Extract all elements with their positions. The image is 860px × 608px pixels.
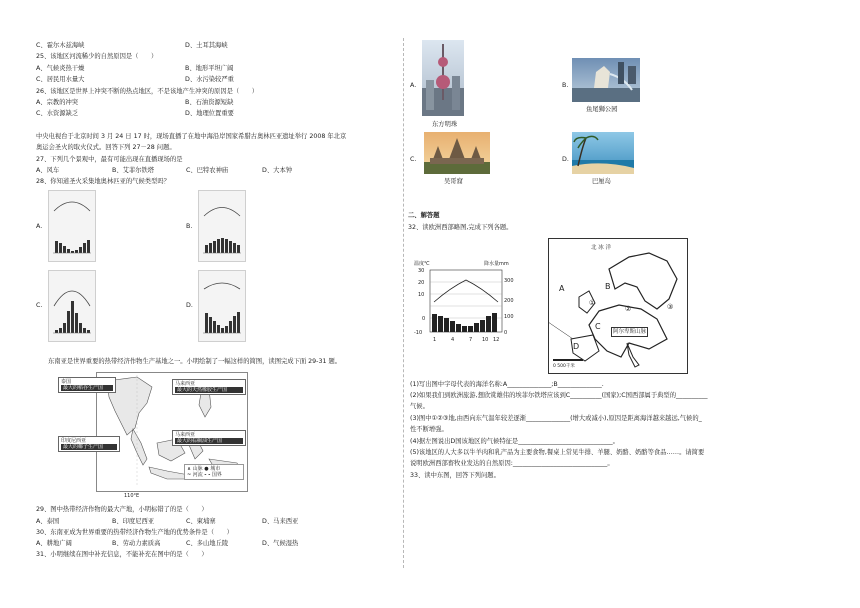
chart-month-4: 4 [451, 337, 455, 343]
photo-c-caption: 吴哥窟 [444, 178, 463, 185]
q30-stem: 30、东南亚成为世界重要的热带经济作物生产地的优势条件是（ ） [36, 529, 233, 536]
q32-part5: (5)该地区的人大多以牛羊肉和乳产品为主要食物,餐桌上常见牛排、羊腿、奶酪、奶酪等食品……。请简要 [410, 449, 705, 456]
climate-chart-d [198, 270, 246, 342]
q32-part4: (4)据左图说出D国该地区的气候特征是______________________________。 [410, 438, 619, 445]
box-indonesia [58, 436, 120, 452]
q29-option-d: D、马来西亚 [262, 518, 299, 525]
box-indonesia-country: 印度尼西亚 [61, 438, 87, 444]
map-arctic-ocean: 北 冰 洋 [591, 245, 611, 251]
climate-chart-c [48, 270, 96, 342]
q26-option-d: D、地理位置重要 [185, 110, 234, 117]
map-alps-label: 阿尔卑斯山脉 [613, 329, 647, 335]
intro-29-31: 东南亚是世界重要的热带经济作物生产基地之一。小明绘制了一幅这样的简图，读图完成下面 29-31 题。 [48, 358, 342, 365]
q25-option-a: A、气候炎热干燥 [36, 65, 85, 72]
climate-chart-a [48, 190, 96, 262]
map-label-c: C [595, 322, 601, 331]
q24-option-d: D、土耳其海峡 [185, 42, 228, 49]
map-legend: ∧ 山脉 ● 城市 ~ 河流 - - 国界 [184, 464, 244, 480]
q28-option-d-label: D. [186, 302, 193, 309]
q24-option-c: C、霍尔木兹海峡 [36, 42, 85, 49]
q32-part2-cont: 气候。 [410, 403, 429, 410]
map-longitude-label: 110°E [124, 493, 140, 499]
q29-stem: 29、图中热带经济作物的最大产地，小明标错了的是（ ） [36, 506, 208, 513]
photo-a-letter: A. [410, 82, 417, 89]
q32-stem: 32、读欧洲西部略图,完成下列各题。 [408, 224, 513, 231]
map-label-b: B [605, 282, 611, 291]
photo-bali-island [572, 132, 634, 174]
intro-27-28-line2: 奥运会圣火的取火仪式。回答下列 27－28 问题。 [36, 144, 176, 151]
photo-d-caption: 巴厘岛 [592, 178, 611, 185]
chart-right-tick-200: 200 [504, 298, 514, 304]
photo-oriental-pearl-tower [422, 40, 464, 116]
q32-climate-chart [414, 258, 524, 348]
section-title-answers: 二、解答题 [408, 212, 440, 219]
q26-option-a: A、宗教的冲突 [36, 99, 79, 106]
box-malaysia-palm-product: 最大的棕榈油生产国 [175, 438, 243, 444]
chart-left-tick-30: 30 [418, 268, 425, 274]
map-label-3: ③ [667, 303, 674, 311]
chart-right-tick-0: 0 [504, 330, 508, 336]
q26-option-c: C、水资源缺乏 [36, 110, 79, 117]
q25-option-c: C、居民用水量大 [36, 76, 85, 83]
climate-chart-b [198, 190, 246, 262]
q30-option-a: A、耕地广阔 [36, 540, 72, 547]
chart-month-12: 12 [493, 337, 500, 343]
photo-merlion-park [572, 58, 640, 102]
q27-option-a: A、风车 [36, 167, 60, 174]
q25-stem: 25、该地区河流稀少的自然原因是（ ） [36, 53, 158, 60]
chart-month-1: 1 [433, 337, 437, 343]
q30-option-c: C、多山地丘陵 [186, 540, 229, 547]
q32-part1: (1)写出图中字母代表的海洋名称:A______________;B______________. [410, 381, 604, 388]
q28-option-b-label: B. [186, 223, 193, 230]
map-label-d: D [573, 342, 580, 351]
q29-option-b: B、印度尼西亚 [112, 518, 155, 525]
q29-option-c: C、柬埔寨 [186, 518, 216, 525]
photo-angkor-wat [424, 132, 490, 174]
q28-option-a-label: A. [36, 223, 43, 230]
box-thailand-product: 最大的稻谷生产国 [61, 385, 113, 391]
column-divider [403, 38, 404, 568]
box-malaysia-country: 马来西亚 [175, 381, 196, 387]
box-malaysia-palm [172, 430, 246, 446]
legend-border: 国界 [211, 472, 222, 478]
map-scale: 0 500千米 [553, 364, 575, 369]
map-label-a: A [559, 284, 565, 293]
legend-city: 城市 [210, 466, 221, 472]
q29-option-a: A、泰国 [36, 518, 60, 525]
q25-option-b: B、地形平坦广阔 [185, 65, 234, 72]
photo-b-letter: B. [562, 82, 569, 89]
chart-left-tick-0: 0 [422, 316, 426, 322]
q27-option-d: D、大本钟 [262, 167, 293, 174]
legend-river: 河流 [192, 472, 203, 478]
chart-right-tick-100: 100 [504, 314, 514, 320]
west-europe-map [548, 238, 688, 374]
q32-part3: (3)图中①②③地,由西向东气温年较差逐渐______________(增大或减小),原因是距离海洋越来越远,气候的_ [410, 415, 702, 422]
photo-a-caption: 东方明珠 [432, 121, 458, 128]
box-malaysia-rubber [172, 379, 246, 395]
box-thailand-country: 泰国 [61, 379, 72, 385]
box-thailand [58, 377, 116, 393]
chart-left-tick-10: 10 [418, 292, 425, 298]
q32-part5-cont: 说明欧洲西部畜牧业发达的自然原因:______________________________。 [410, 460, 614, 467]
q25-option-d: D、水污染较严重 [185, 76, 234, 83]
q26-option-b: B、石油资源短缺 [185, 99, 234, 106]
q31-stem: 31、小明继续在图中补充信息，不能补充在图中的是（ ） [36, 551, 208, 558]
q28-stem: 28、你知道圣火采集地奥林匹亚的气候类型吗？ [36, 178, 170, 185]
box-malaysia-palm-country: 马来西亚 [175, 432, 196, 438]
q28-option-c-label: C. [36, 302, 43, 309]
map-label-1: ① [589, 299, 596, 307]
q30-option-d: D、气候湿热 [262, 540, 299, 547]
q27-stem: 27、下列几个景观中，最有可能出现在直播现场的是 [36, 156, 183, 163]
photo-c-letter: C. [410, 156, 417, 163]
photo-b-caption: 鱼尾狮公园 [586, 106, 618, 113]
chart-left-tick-20: 20 [418, 280, 425, 286]
chart-precip-title: 降水量mm [484, 261, 509, 267]
map-label-2: ② [625, 305, 632, 313]
box-indonesia-product: 最大的椰子生产国 [61, 444, 117, 450]
q33-stem: 33、读中东图，回答下列问题。 [410, 472, 500, 479]
q26-stem: 26、该地区是世界上冲突不断的热点地区，不是该地产生冲突的原因是（ ） [36, 88, 259, 95]
q27-option-c: C、巴特农神庙 [186, 167, 229, 174]
q30-option-b: B、劳动力素质高 [112, 540, 161, 547]
legend-mountain: 山脉 [192, 466, 203, 472]
chart-right-tick-300: 300 [504, 278, 514, 284]
chart-month-7: 7 [469, 337, 473, 343]
box-malaysia-product: 最大的天然橡胶生产国 [175, 387, 243, 393]
q32-part3-cont: 性不断增强。 [410, 426, 448, 433]
chart-left-tick-minus10: -10 [414, 330, 423, 336]
intro-27-28-line1: 中央电视台于北京时间 3 月 24 日 17 时，现场直播了在地中海沿岸国家希腊古奥林匹亚遗址举行 2008 年北京 [36, 133, 347, 140]
photo-d-letter: D. [562, 156, 569, 163]
chart-temp-title: 温度℃ [414, 261, 430, 267]
q32-part2: (2)如果我们到欧洲旅游,想欣赏雄伟的埃菲尔铁塔应该到C__________(国家);C国西部属于典型的__________ [410, 392, 708, 399]
chart-month-10: 10 [482, 337, 489, 343]
q27-option-b: B、艾菲尔铁塔 [112, 167, 155, 174]
